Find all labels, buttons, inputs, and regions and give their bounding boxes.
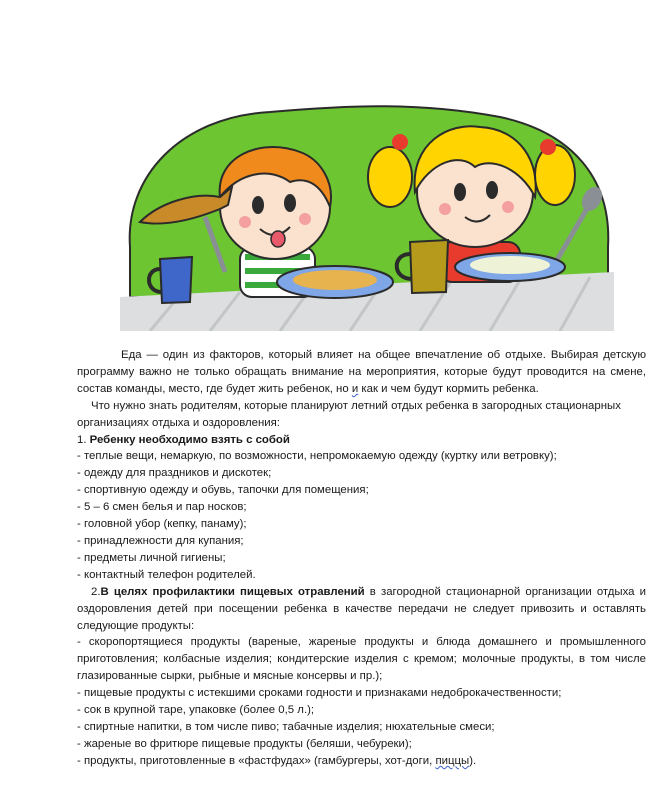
document-body (77, 347, 646, 770)
girl-plate (455, 253, 565, 281)
intro-question: Что нужно знать родителям, которые планируют летний отдых ребенка в загородных стационарных организациях отдыха и оздоровления: (77, 399, 621, 429)
list-item: - предметы личной гигиены; (77, 551, 226, 564)
list-item: - теплые вещи, немаркую, по возможности, непромокаемую одежду (куртку или ветровку); (77, 450, 557, 463)
section1-heading: 1. Ребенку необходимо взять с собой (77, 433, 290, 446)
list-item: - головной убор (кепку, панаму); (77, 518, 247, 531)
boy-plate (277, 266, 393, 298)
list-item: - одежду для праздников и дискотек; (77, 467, 272, 480)
kids-eating-illustration (120, 97, 614, 331)
list-item: - контактный телефон родителей. (77, 568, 256, 581)
list-item: - продукты, приготовленные в «фастфудах» (гамбургеры, хот-доги, пиццы). (77, 754, 477, 767)
intro-paragraph: Еда — один из факторов, который влияет на общее впечатление об отдыхе. Выбирая детскую программу важно не только обращать внимание на мероприятия, которые будут проводится на смене, состав команды, место, где будет жить ребенок, но и как и чем будут кормить ребенка. (77, 349, 646, 395)
list-item: - жареные во фритюре пищевые продукты (беляши, чебуреки); (77, 737, 412, 750)
list-item: - спортивную одежду и обувь, тапочки для помещения; (77, 484, 369, 497)
list-item: - скоропортящиеся продукты (вареные, жареные продукты и блюда домашнего и промышленного приготовления; колбасные изделия; кондитерские изделия с кремом; молочные продукты, в том числе глазированные сырки, рыбные и мясные консервы и пр.); (77, 636, 646, 683)
list-item: - сок в крупной таре, упаковке (более 0,5 л.); (77, 704, 315, 717)
list-item: - 5 – 6 смен белья и пар носков; (77, 501, 247, 514)
list-item: - принадлежности для купания; (77, 534, 244, 547)
list-item: - спиртные напитки, в том числе пиво; табачные изделия; нюхательные смеси; (77, 720, 495, 733)
section2-heading: 2.В целях профилактики пищевых отравлений в загородной стационарной организации отдыха и оздоровления детей при посещении ребенка в качестве передачи не следует привозить и оставлять следующие продукты: (77, 585, 646, 632)
list-item: - пищевые продукты с истекшими сроками годности и признаками недоброкачественности; (77, 687, 562, 700)
